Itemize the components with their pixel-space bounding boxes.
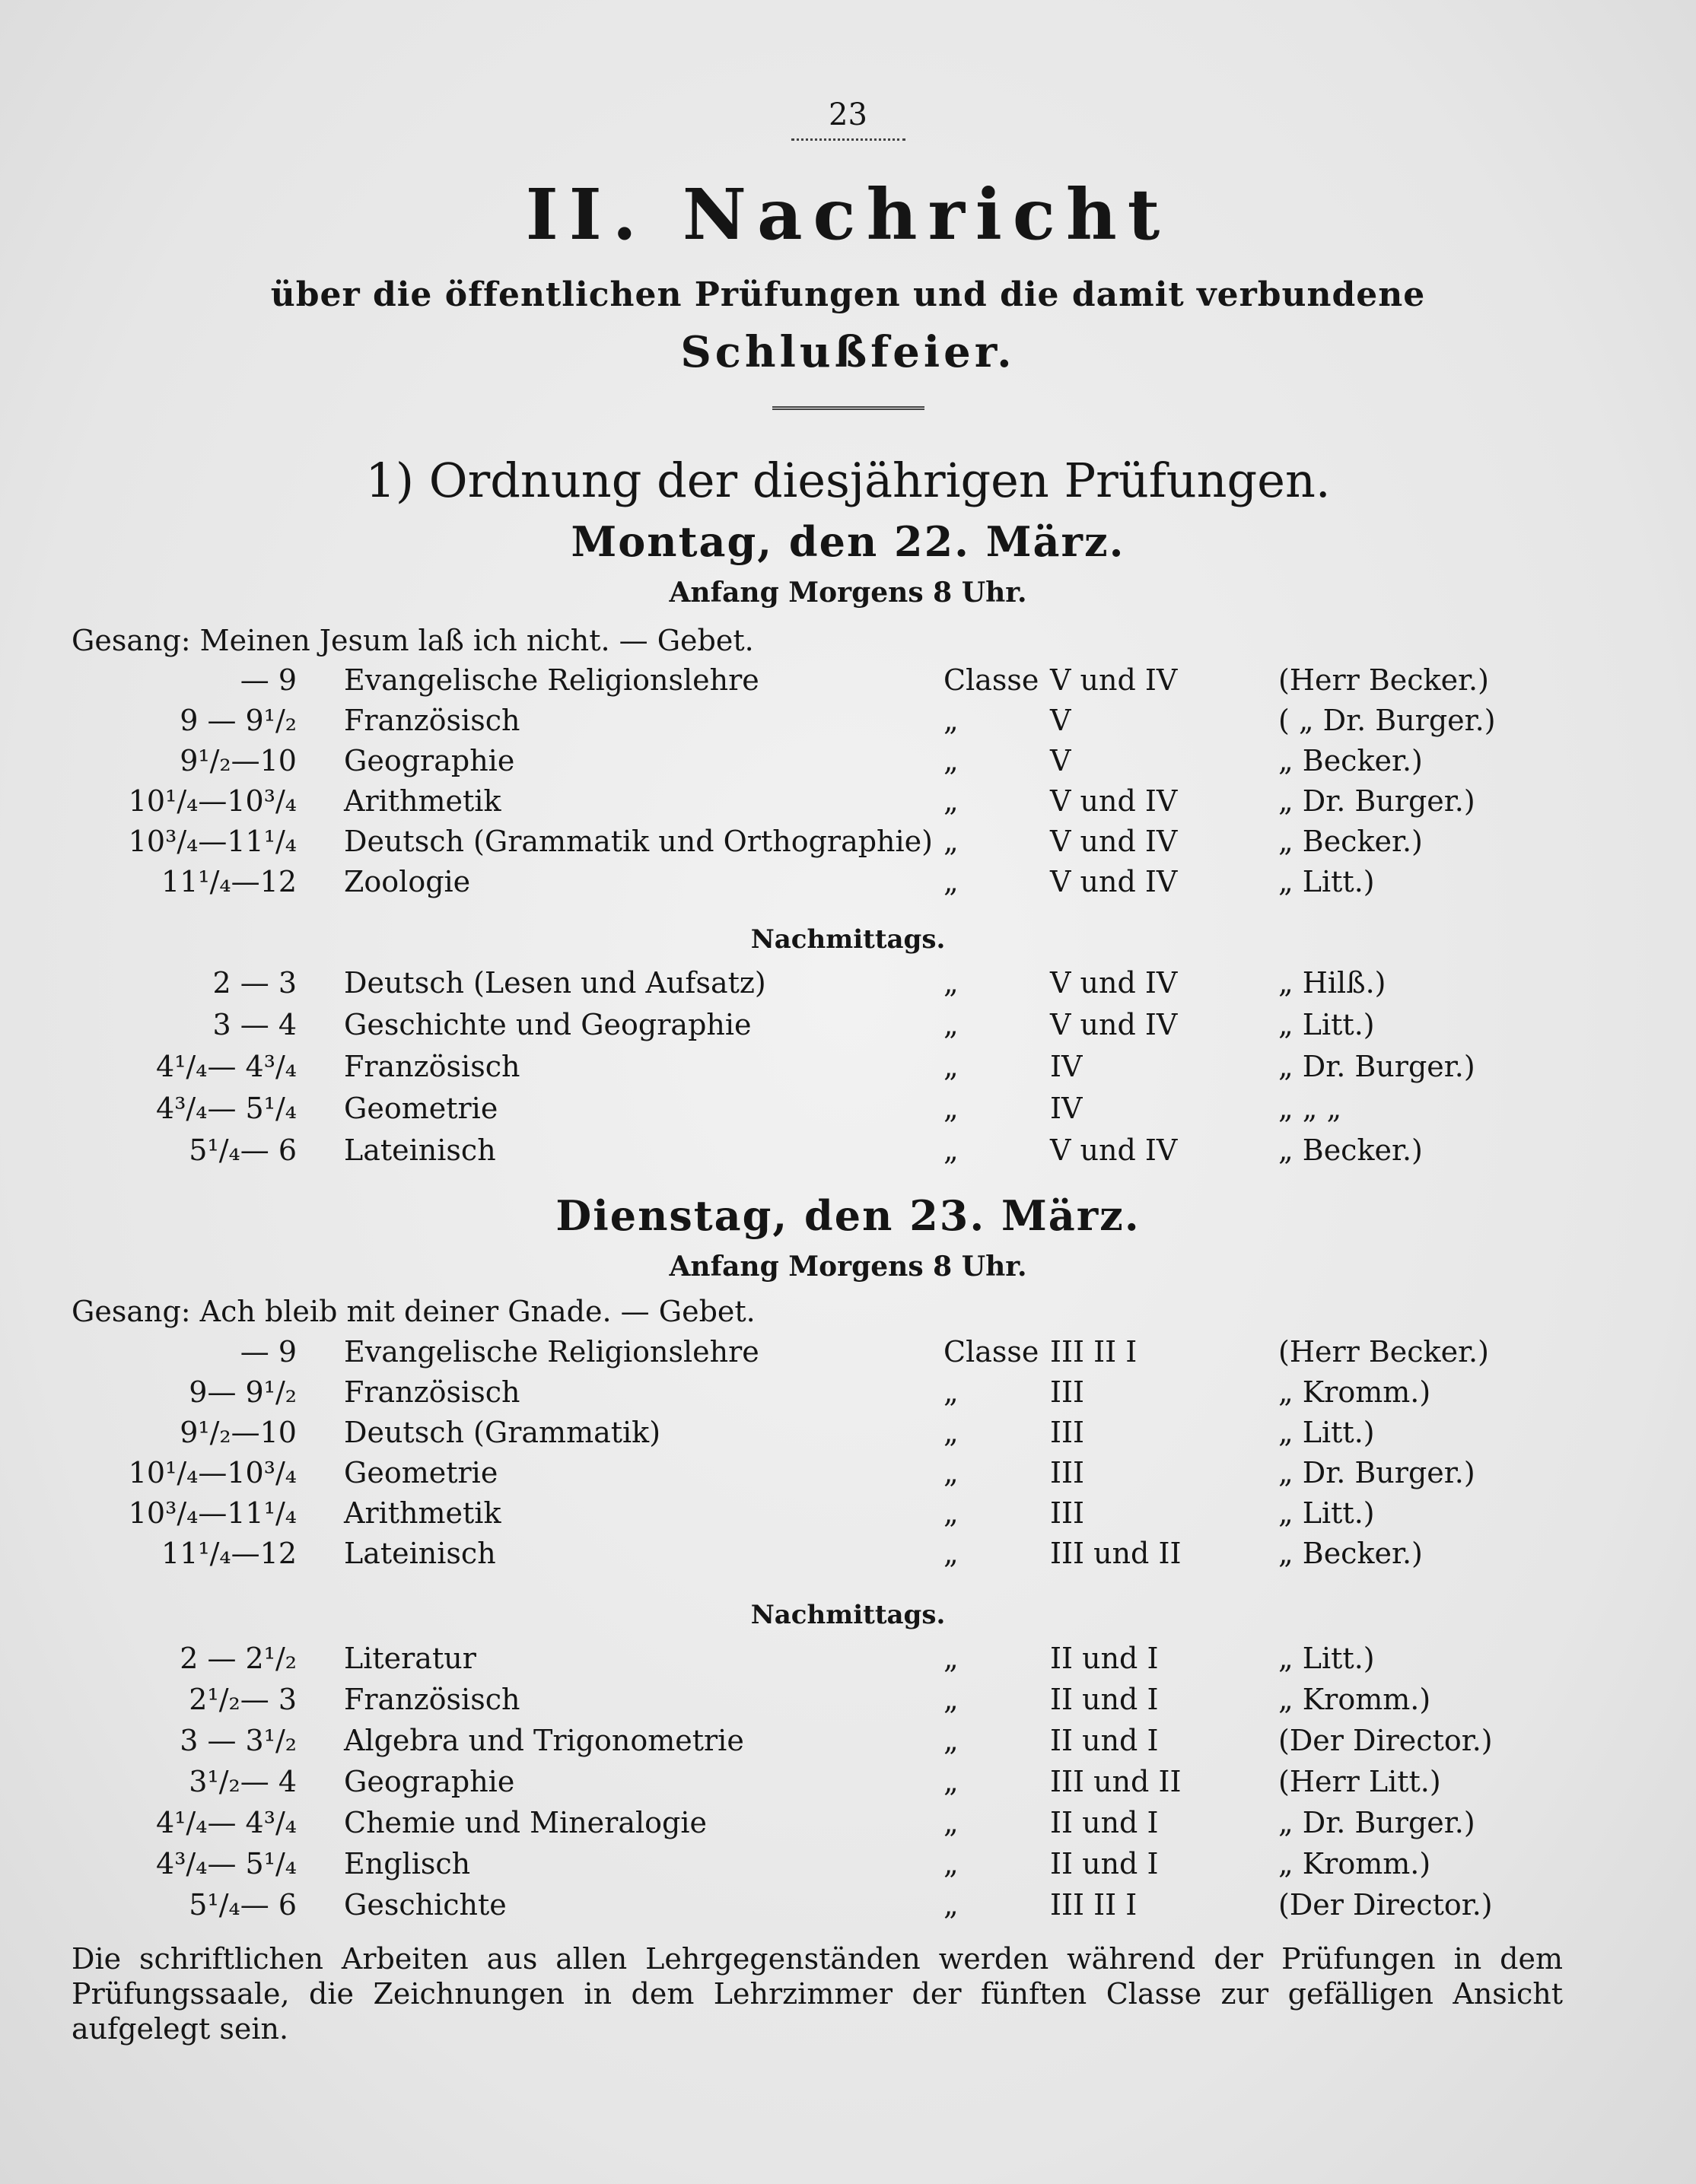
schedule-row [0, 1806, 1696, 1845]
day-heading: Dienstag, den 23. März. [555, 1191, 1141, 1240]
schedule-class-label: „ [943, 1416, 959, 1449]
schedule-class-label: „ [943, 1683, 959, 1716]
subtitle-line-1: über die öffentlichen Prüfungen und die damit verbundene [270, 275, 1426, 314]
start-time: Anfang Morgens 8 Uhr. [669, 1251, 1027, 1283]
schedule-teacher: „ Becker.) [1278, 1133, 1423, 1167]
schedule-teacher: (Der Director.) [1278, 1724, 1493, 1757]
schedule-class-label: „ [943, 1537, 959, 1570]
schedule-subject: Französisch [344, 1375, 520, 1409]
schedule-teacher: „ Litt.) [1278, 1008, 1375, 1041]
schedule-teacher: ( „ Dr. Burger.) [1278, 704, 1496, 737]
schedule-classes: II und I [1050, 1724, 1159, 1757]
schedule-class-label: „ [943, 1456, 959, 1489]
schedule-class-label: Classe [943, 1335, 1039, 1369]
schedule-classes: V [1050, 704, 1071, 737]
afternoon-label: Nachmittags. [750, 924, 946, 955]
schedule-class-label: „ [943, 825, 959, 858]
schedule-time: 9¹/₂—10 [180, 1416, 297, 1449]
schedule-time: 2¹/₂— 3 [189, 1683, 297, 1716]
schedule-classes: III II I [1050, 1888, 1138, 1922]
schedule-row [0, 1496, 1696, 1536]
schedule-classes: III und II [1050, 1537, 1182, 1570]
ornament-divider [772, 406, 924, 410]
schedule-class-label: „ [943, 1050, 959, 1083]
schedule-row [0, 1537, 1696, 1576]
schedule-teacher: „ Kromm.) [1278, 1375, 1431, 1409]
schedule-class-label: „ [943, 784, 959, 818]
schedule-row [0, 1092, 1696, 1131]
opening-hymn: Gesang: Meinen Jesum laß ich nicht. — Gebet. [72, 624, 754, 657]
schedule-row [0, 1847, 1696, 1887]
schedule-class-label: „ [943, 1642, 959, 1675]
schedule-teacher: „ Dr. Burger.) [1278, 784, 1475, 818]
schedule-classes: II und I [1050, 1847, 1159, 1880]
schedule-row [0, 1683, 1696, 1722]
schedule-teacher: „ Becker.) [1278, 825, 1423, 858]
section-title: 1) Ordnung der diesjährigen Prüfungen. [365, 453, 1331, 508]
schedule-time: 9 — 9¹/₂ [180, 704, 297, 737]
schedule-class-label: „ [943, 744, 959, 777]
schedule-class-label: „ [943, 1375, 959, 1409]
schedule-classes: V und IV [1050, 825, 1178, 858]
schedule-classes: IV [1050, 1092, 1083, 1125]
schedule-teacher: (Herr Becker.) [1278, 1335, 1489, 1369]
schedule-row [0, 1456, 1696, 1496]
schedule-classes: V und IV [1050, 663, 1178, 697]
schedule-row [0, 1375, 1696, 1415]
schedule-class-label: „ [943, 1806, 959, 1839]
schedule-subject: Geschichte [344, 1888, 507, 1922]
schedule-row [0, 1008, 1696, 1047]
schedule-subject: Algebra und Trigonometrie [344, 1724, 744, 1757]
schedule-classes: II und I [1050, 1806, 1159, 1839]
schedule-subject: Zoologie [344, 865, 471, 898]
schedule-classes: V und IV [1050, 1133, 1178, 1167]
schedule-teacher: „ Dr. Burger.) [1278, 1806, 1475, 1839]
schedule-row [0, 744, 1696, 784]
schedule-teacher: „ Dr. Burger.) [1278, 1050, 1475, 1083]
schedule-time: 5¹/₄— 6 [189, 1133, 297, 1167]
schedule-row [0, 1888, 1696, 1928]
schedule-teacher: „ Litt.) [1278, 1496, 1375, 1530]
opening-hymn: Gesang: Ach bleib mit deiner Gnade. — Gebet. [72, 1295, 756, 1328]
schedule-time: — 9 [240, 1335, 297, 1369]
schedule-class-label: „ [943, 1765, 959, 1798]
schedule-time: 4³/₄— 5¹/₄ [156, 1847, 297, 1880]
schedule-time: 4¹/₄— 4³/₄ [156, 1050, 297, 1083]
schedule-row [0, 1642, 1696, 1681]
schedule-time: 4¹/₄— 4³/₄ [156, 1806, 297, 1839]
ornament-divider [791, 138, 905, 141]
schedule-subject: Chemie und Mineralogie [344, 1806, 707, 1839]
schedule-class-label: „ [943, 1008, 959, 1041]
schedule-class-label: „ [943, 1133, 959, 1167]
schedule-time: 4³/₄— 5¹/₄ [156, 1092, 297, 1125]
schedule-subject: Arithmetik [344, 1496, 501, 1530]
schedule-row [0, 1724, 1696, 1763]
schedule-subject: Englisch [344, 1847, 471, 1880]
schedule-subject: Deutsch (Grammatik) [344, 1416, 661, 1449]
schedule-time: 11¹/₄—12 [161, 865, 297, 898]
schedule-time: 9¹/₂—10 [180, 744, 297, 777]
schedule-teacher: „ Becker.) [1278, 1537, 1423, 1570]
schedule-subject: Lateinisch [344, 1133, 496, 1167]
schedule-classes: IV [1050, 1050, 1083, 1083]
schedule-time: 5¹/₄— 6 [189, 1888, 297, 1922]
schedule-classes: III [1050, 1456, 1085, 1489]
schedule-row [0, 1416, 1696, 1455]
schedule-row [0, 1050, 1696, 1089]
schedule-class-label: „ [943, 1092, 959, 1125]
schedule-classes: III [1050, 1375, 1085, 1409]
schedule-row [0, 825, 1696, 864]
schedule-teacher: „ Kromm.) [1278, 1683, 1431, 1716]
schedule-class-label: „ [943, 1888, 959, 1922]
schedule-row [0, 1133, 1696, 1173]
schedule-subject: Lateinisch [344, 1537, 496, 1570]
schedule-row [0, 865, 1696, 904]
schedule-teacher: „ Becker.) [1278, 744, 1423, 777]
schedule-subject: Französisch [344, 704, 520, 737]
page-title: II. Nachricht [525, 173, 1171, 256]
schedule-subject: Französisch [344, 1050, 520, 1083]
schedule-row [0, 966, 1696, 1006]
schedule-time: 3¹/₂— 4 [189, 1765, 297, 1798]
schedule-teacher: „ Litt.) [1278, 865, 1375, 898]
schedule-classes: III II I [1050, 1335, 1138, 1369]
schedule-time: 10¹/₄—10³/₄ [128, 784, 297, 818]
schedule-teacher: „ Litt.) [1278, 1416, 1375, 1449]
schedule-row [0, 663, 1696, 703]
schedule-time: 9— 9¹/₂ [189, 1375, 297, 1409]
schedule-subject: Geschichte und Geographie [344, 1008, 752, 1041]
schedule-time: 10¹/₄—10³/₄ [128, 1456, 297, 1489]
schedule-subject: Geometrie [344, 1092, 498, 1125]
schedule-class-label: „ [943, 1496, 959, 1530]
schedule-time: 2 — 2¹/₂ [180, 1642, 297, 1675]
schedule-classes: V und IV [1050, 1008, 1178, 1041]
schedule-classes: V und IV [1050, 784, 1178, 818]
subtitle-line-2: Schlußfeier. [680, 327, 1016, 377]
schedule-classes: V und IV [1050, 966, 1178, 1000]
schedule-subject: Geometrie [344, 1456, 498, 1489]
schedule-subject: Deutsch (Grammatik und Orthographie) [344, 825, 933, 858]
schedule-subject: Französisch [344, 1683, 520, 1716]
schedule-time: 10³/₄—11¹/₄ [128, 825, 297, 858]
schedule-time: 10³/₄—11¹/₄ [128, 1496, 297, 1530]
schedule-classes: V und IV [1050, 865, 1178, 898]
schedule-class-label: „ [943, 704, 959, 737]
schedule-time: 11¹/₄—12 [161, 1537, 297, 1570]
schedule-subject: Evangelische Religionslehre [344, 1335, 759, 1369]
schedule-class-label: „ [943, 865, 959, 898]
schedule-subject: Evangelische Religionslehre [344, 663, 759, 697]
schedule-subject: Literatur [344, 1642, 476, 1675]
schedule-row [0, 784, 1696, 824]
schedule-class-label: „ [943, 966, 959, 1000]
schedule-subject: Arithmetik [344, 784, 501, 818]
schedule-time: — 9 [240, 663, 297, 697]
schedule-teacher: (Herr Litt.) [1278, 1765, 1441, 1798]
schedule-teacher: „ „ „ [1278, 1092, 1342, 1125]
schedule-classes: II und I [1050, 1683, 1159, 1716]
schedule-subject: Geographie [344, 744, 515, 777]
day-heading: Montag, den 22. März. [571, 517, 1125, 566]
schedule-time: 3 — 3¹/₂ [180, 1724, 297, 1757]
schedule-class-label: Classe [943, 663, 1039, 697]
schedule-teacher: „ Litt.) [1278, 1642, 1375, 1675]
schedule-row [0, 1335, 1696, 1375]
schedule-teacher: „ Kromm.) [1278, 1847, 1431, 1880]
schedule-class-label: „ [943, 1724, 959, 1757]
schedule-row [0, 1765, 1696, 1804]
schedule-classes: III und II [1050, 1765, 1182, 1798]
schedule-class-label: „ [943, 1847, 959, 1880]
closing-note: Die schriftlichen Arbeiten aus allen Lehrgegenständen werden während der Prüfungen in dem Prüfungssaale, die Zeichnungen in dem Lehrzimmer der fünften Classe zur gefälligen Ansicht aufgelegt sein. [72, 1942, 1563, 2046]
afternoon-label: Nachmittags. [750, 1600, 946, 1630]
schedule-teacher: „ Hilß.) [1278, 966, 1386, 1000]
start-time: Anfang Morgens 8 Uhr. [669, 577, 1027, 609]
page-number: 23 [829, 97, 867, 132]
schedule-classes: III [1050, 1416, 1085, 1449]
schedule-teacher: (Herr Becker.) [1278, 663, 1489, 697]
schedule-subject: Deutsch (Lesen und Aufsatz) [344, 966, 766, 1000]
schedule-time: 3 — 4 [212, 1008, 297, 1041]
schedule-classes: III [1050, 1496, 1085, 1530]
schedule-time: 2 — 3 [212, 966, 297, 1000]
schedule-teacher: „ Dr. Burger.) [1278, 1456, 1475, 1489]
schedule-row [0, 704, 1696, 743]
schedule-teacher: (Der Director.) [1278, 1888, 1493, 1922]
schedule-subject: Geographie [344, 1765, 515, 1798]
schedule-classes: V [1050, 744, 1071, 777]
schedule-classes: II und I [1050, 1642, 1159, 1675]
